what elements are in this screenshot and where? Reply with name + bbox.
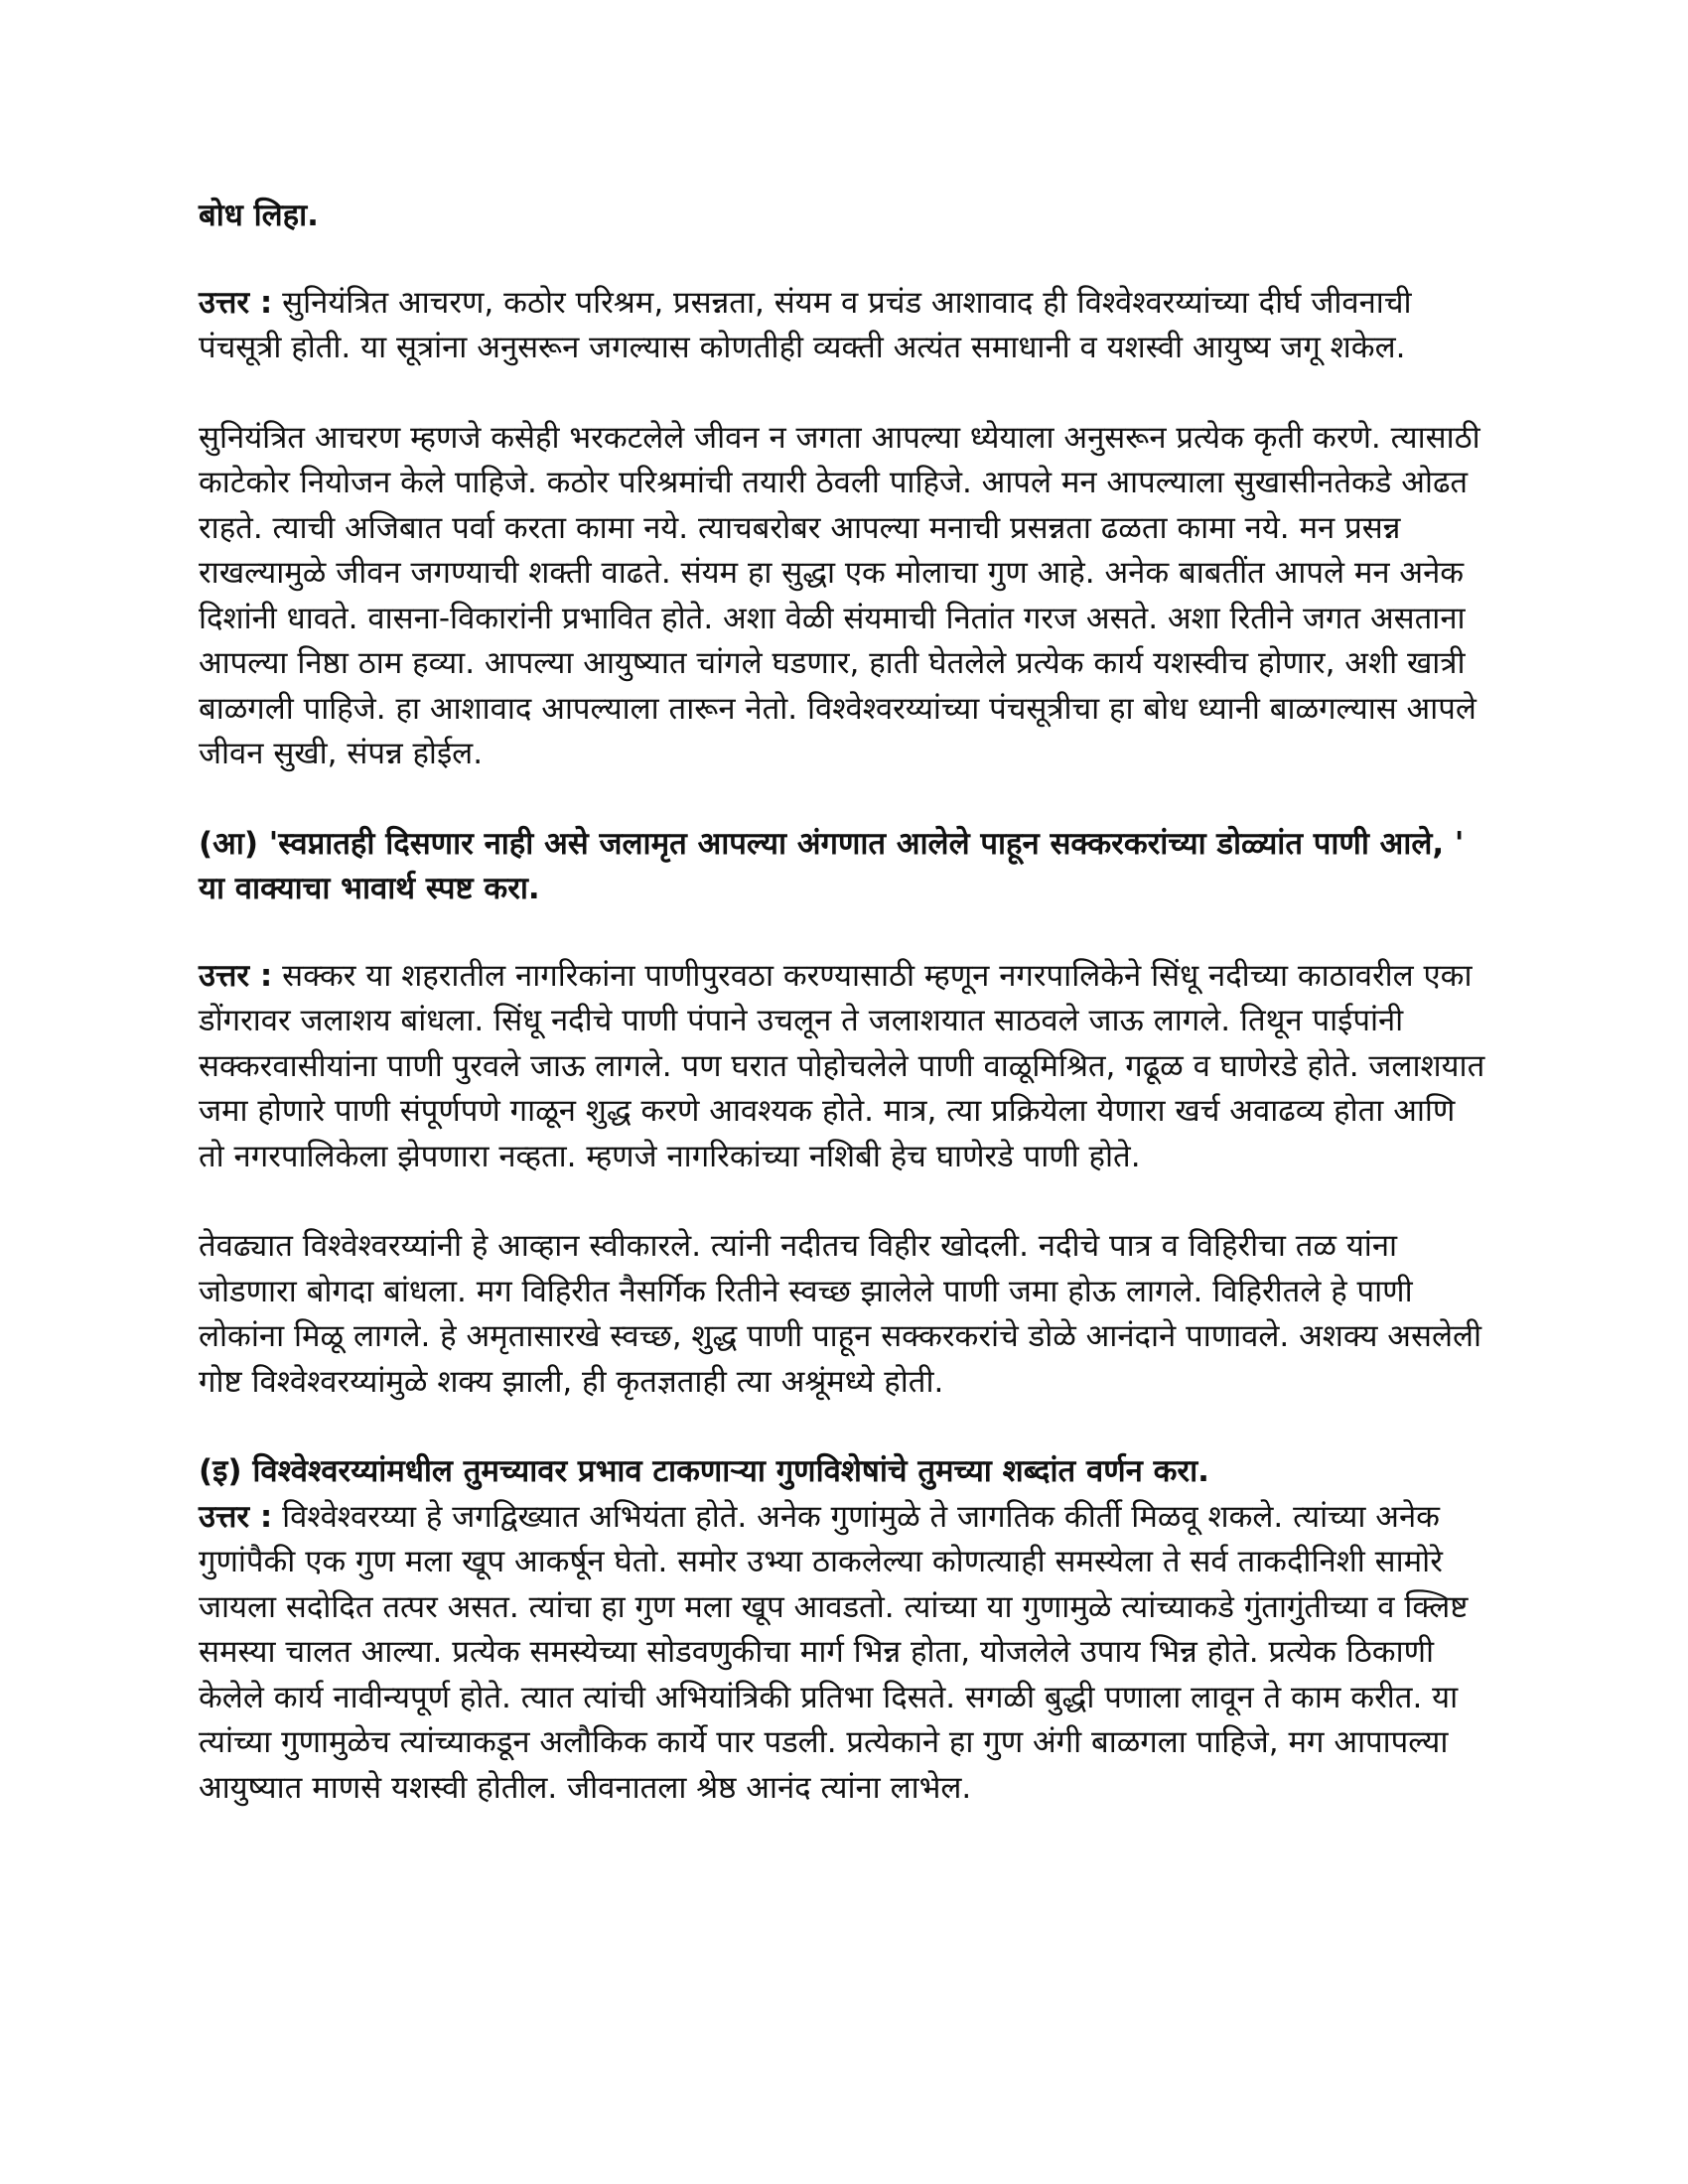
answer-2-paragraph-2: तेवढ्यात विश्वेश्वरय्यांनी हे आव्हान स्वीकारले. त्यांनी नदीतच विहीर खोदली. नदीचे पात्र व विहिरीचा तळ यांना जोडणारा बोगदा बांधला. मग विहिरीत नैसर्गिक रितीने स्वच्छ झालेले पाणी जमा होऊ लागले. विहिरीतले हे पाणी लोकांना मिळू लागले. हे अमृतासारखे स्वच्छ, शुद्ध पाणी पाहून सक्करकरांचे डोळे आनंदाने पाणावले. अशक्य असलेली गोष्ट विश्वेश्वरय्यांमुळे शक्य झाली, ही कृतज्ञताही त्या अश्रूंमध्ये होती.	[199, 1228, 1482, 1400]
answer-label: उत्तर :	[199, 957, 273, 994]
heading-bodh-liha: बोध लिहा.	[199, 198, 319, 233]
answer-1-paragraph-1	[199, 281, 1489, 371]
answer-1-text: सुनियंत्रित आचरण, कठोर परिश्रम, प्रसन्नता, संयम व प्रचंड आशावाद ही विश्वेश्वरय्यांच्या दीर्घ जीवनाची पंचसूत्री होती. या सूत्रांना अनुसरून जगल्यास कोणतीही व्यक्ती अत्यंत समाधानी व यशस्वी आयुष्य जगू शकेल.	[199, 284, 1412, 365]
answer-label: उत्तर :	[199, 284, 273, 321]
question-i-heading: (इ) विश्वेश्वरय्यांमधील तुमच्यावर प्रभाव टाकणाऱ्या गुणविशेषांचे तुमच्या शब्दांत वर्णन करा.	[199, 1453, 1209, 1489]
question-aa-heading: (आ) 'स्वप्नातही दिसणार नाही असे जलामृत आपल्या अंगणात आलेले पाहून सक्करकरांच्या डोळ्यांत पाणी आले, ' या वाक्याचा भावार्थ स्पष्ट करा.	[199, 825, 1465, 906]
document-page	[199, 194, 1489, 1811]
answer-3-text: विश्वेश्वरय्या हे जगद्विख्यात अभियंता होते. अनेक गुणांमुळे ते जागतिक कीर्ती मिळवू शकले. त्यांच्या अनेक गुणांपैकी एक गुण मला खूप आकर्षून घेतो. समोर उभ्या ठाकलेल्या कोणत्याही समस्येला ते सर्व ताकदीनिशी सामोरे जायला सदोदित तत्पर असत. त्यांचा हा गुण मला खूप आवडतो. त्यांच्या या गुणामुळे त्यांच्याकडे गुंतागुंतीच्या व क्लिष्ट समस्या चालत आल्या. प्रत्येक समस्येच्या सोडवणुकीचा मार्ग भिन्न होता, योजलेले उपाय भिन्न होते. प्रत्येक ठिकाणी केलेले कार्य नावीन्यपूर्ण होते. त्यात त्यांची अभियांत्रिकी प्रतिभा दिसते. सगळी बुद्धी पणाला लावून ते काम करीत. या त्यांच्या गुणामुळेच त्यांच्याकडून अलौकिक कार्ये पार पडली. प्रत्येकाने हा गुण अंगी बाळगला पाहिजे, मग आपापल्या आयुष्यात माणसे यशस्वी होतील. जीवनातला श्रेष्ठ आनंद त्यांना लाभेल.	[199, 1498, 1469, 1806]
answer-2-text: सक्कर या शहरातील नागरिकांना पाणीपुरवठा करण्यासाठी म्हणून नगरपालिकेने सिंधू नदीच्या काठावरील एका डोंगरावर जलाशय बांधला. सिंधू नदीचे पाणी पंपाने उचलून ते जलाशयात साठवले जाऊ लागले. तिथून पाईपांनी सक्करवासीयांना पाणी पुरवले जाऊ लागले. पण घरात पोहोचलेले पाणी वाळूमिश्रित, गढूळ व घाणेरडे होते. जलाशयात जमा होणारे पाणी संपूर्णपणे गाळून शुद्ध करणे आवश्यक होते. मात्र, त्या प्रक्रियेला येणारा खर्च अवाढव्य होता आणि तो नगरपालिकेला झेपणारा नव्हता. म्हणजे नागरिकांच्या नशिबी हेच घाणेरडे पाणी होते.	[199, 957, 1485, 1174]
answer-label: उत्तर :	[199, 1498, 273, 1535]
answer-2-paragraph-1	[199, 954, 1489, 1180]
answer-1-paragraph-2: सुनियंत्रित आचरण म्हणजे कसेही भरकटलेले जीवन न जगता आपल्या ध्येयाला अनुसरून प्रत्येक कृती करणे. त्यासाठी काटेकोर नियोजन केले पाहिजे. कठोर परिश्रमांची तयारी ठेवली पाहिजे. आपले मन आपल्याला सुखासीनतेकडे ओढत राहते. त्याची अजिबात पर्वा करता कामा नये. त्याचबरोबर आपल्या मनाची प्रसन्नता ढळता कामा नये. मन प्रसन्न राखल्यामुळे जीवन जगण्याची शक्ती वाढते. संयम हा सुद्धा एक मोलाचा गुण आहे. अनेक बाबतींत आपले मन अनेक दिशांनी धावते. वासना-विकारांनी प्रभावित होते. अशा वेळी संयमाची नितांत गरज असते. अशा रितीने जगत असताना आपल्या निष्ठा ठाम हव्या. आपल्या आयुष्यात चांगले घडणार, हाती घेतलेले प्रत्येक कार्य यशस्वीच होणार, अशी खात्री बाळगली पाहिजे. हा आशावाद आपल्याला तारून नेतो. विश्वेश्वरय्यांच्या पंचसूत्रीचा हा बोध ध्यानी बाळगल्यास आपले जीवन सुखी, संपन्न होईल.	[199, 419, 1480, 771]
answer-3-paragraph-1	[199, 1495, 1489, 1812]
